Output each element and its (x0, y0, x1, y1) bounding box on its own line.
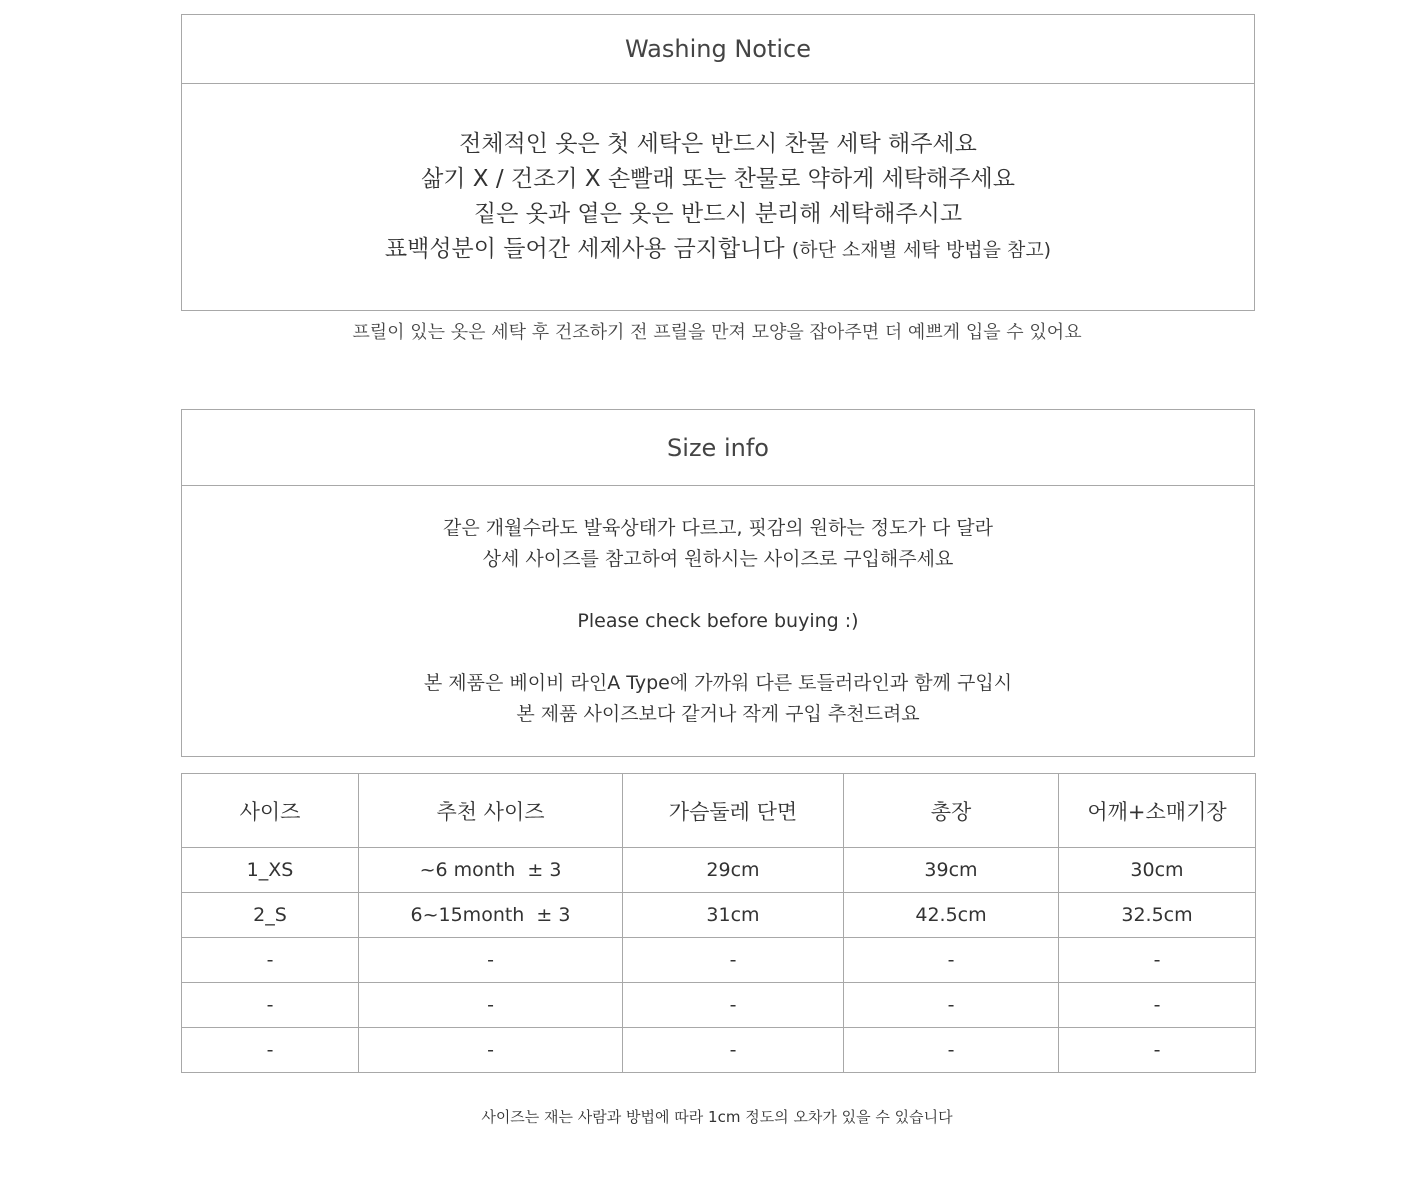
washing-line-1: 전체적인 옷은 첫 세탁은 반드시 찬물 세탁 해주세요 (459, 130, 977, 157)
table-cell: ~6 month ± 3 (359, 848, 623, 893)
table-cell: 6~15month ± 3 (359, 893, 623, 938)
size-info-line-4: 본 제품은 베이비 라인A Type에 가까워 다른 토들러라인과 함께 구입시 (423, 671, 1013, 694)
size-info-line-3: Please check before buying :) (577, 609, 859, 632)
table-cell: - (1059, 983, 1256, 1028)
table-cell: - (844, 1028, 1059, 1073)
table-cell: 30cm (1059, 848, 1256, 893)
table-cell: 31cm (623, 893, 844, 938)
header-shoulder-sleeve-length: 어깨+소매기장 (1059, 774, 1256, 848)
table-row (182, 983, 1256, 1028)
table-row (182, 893, 1256, 938)
washing-notice-box (181, 14, 1255, 311)
table-cell: 39cm (844, 848, 1059, 893)
size-table-header-row (182, 774, 1256, 848)
size-info-box (181, 409, 1255, 757)
table-cell: 29cm (623, 848, 844, 893)
table-cell: 1_XS (182, 848, 359, 893)
washing-line-3: 짙은 옷과 옅은 옷은 반드시 분리해 세탁해주시고 (473, 200, 963, 227)
washing-line-2: 삶기 X / 건조기 X 손빨래 또는 찬물로 약하게 세탁해주세요 (421, 165, 1015, 192)
size-info-body (182, 486, 1254, 756)
size-info-line-1: 같은 개월수라도 발육상태가 다르고, 핏감의 원하는 정도가 다 달라 (443, 516, 993, 539)
size-info-line-2: 상세 사이즈를 참고하여 원하시는 사이즈로 구입해주세요 (482, 547, 954, 570)
table-row (182, 938, 1256, 983)
measurement-disclaimer: 사이즈는 재는 사람과 방법에 따라 1cm 정도의 오차가 있을 수 있습니다 (481, 1108, 953, 1126)
table-cell: - (623, 983, 844, 1028)
table-cell: - (359, 983, 623, 1028)
table-row (182, 1028, 1256, 1073)
table-cell: - (623, 938, 844, 983)
table-cell: - (844, 938, 1059, 983)
header-chest-width: 가슴둘레 단면 (623, 774, 844, 848)
washing-line-4 (385, 232, 1051, 268)
header-size: 사이즈 (182, 774, 359, 848)
table-cell: - (182, 983, 359, 1028)
washing-notice-body (182, 84, 1254, 310)
table-row (182, 848, 1256, 893)
washing-notice-title: Washing Notice (182, 15, 1254, 84)
table-cell: - (1059, 1028, 1256, 1073)
washing-line-4-text: 표백성분이 들어간 세제사용 금지합니다 (384, 235, 785, 262)
frill-note: 프릴이 있는 옷은 세탁 후 건조하기 전 프릴을 만져 모양을 잡아주면 더 예쁘게 입을 수 있어요 (352, 322, 1082, 343)
table-cell: 32.5cm (1059, 893, 1256, 938)
table-cell: - (623, 1028, 844, 1073)
washing-line-4-note: (하단 소재별 세탁 방법을 참고) (791, 238, 1052, 261)
table-cell: - (182, 1028, 359, 1073)
table-cell: 2_S (182, 893, 359, 938)
size-info-title: Size info (182, 410, 1254, 486)
table-cell: - (844, 983, 1059, 1028)
table-cell: - (1059, 938, 1256, 983)
table-cell: - (359, 1028, 623, 1073)
size-info-line-5: 본 제품 사이즈보다 같거나 작게 구입 추천드려요 (516, 702, 920, 725)
table-cell: 42.5cm (844, 893, 1059, 938)
header-total-length: 총장 (844, 774, 1059, 848)
table-cell: - (359, 938, 623, 983)
header-recommended-size: 추천 사이즈 (359, 774, 623, 848)
table-cell: - (182, 938, 359, 983)
size-table (181, 773, 1256, 1073)
